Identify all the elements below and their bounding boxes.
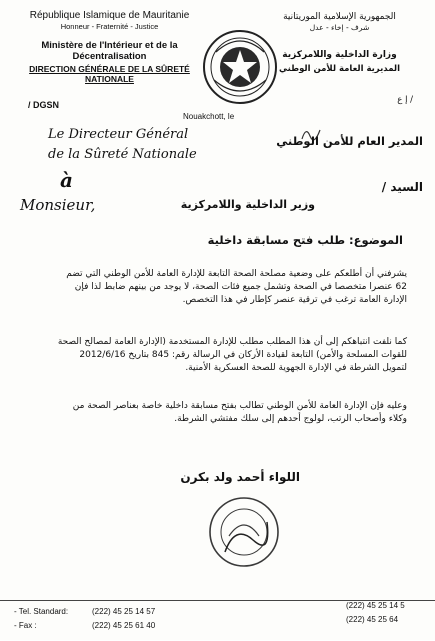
signature-name: اللواء أحمد ولد بكرن (180, 470, 300, 484)
recipient-sayyid: السيد / (381, 180, 423, 194)
sender-fr-line2: de la Sûreté Nationale (48, 147, 197, 162)
motto-ar: شرف - إخاء - عدل (309, 23, 370, 32)
direction-ar: المديرية العامة للأمن الوطني (279, 64, 400, 74)
letterhead-french (22, 10, 197, 84)
body-paragraph-2: كما نلفت انتباهكم إلى أن هذا المطلب مطلب للإدارة المستخدمة (الإدارة العامة لمصالح الصحة للقوات المسلحة والأمن) التابعة لقيادة الأركان في الرسالة رقم: 845 بتاريخ 2012/6/16 لتمويل الشرطة في الإدارة الجهوية للصحة العسكرية الأمنية. (57, 337, 407, 373)
footer-tel-ar: (222) 45 25 14 5 (346, 601, 405, 610)
footer-tel-value: (222) 45 25 14 57 (92, 607, 156, 616)
footer-fax-label: - Fax : (14, 621, 37, 630)
sender-fr-line1: Le Directeur Général (48, 127, 189, 142)
official-stamp (205, 494, 283, 570)
sender-ar: المدير العام للأمن الوطني (276, 134, 423, 148)
footer-fax-value: (222) 45 25 61 40 (92, 621, 156, 630)
letter-subject: الموضوع: طلب فتح مسابقة داخلية (207, 233, 403, 247)
date-line-fr: Nouakchott, le (183, 112, 235, 121)
letter-footer (0, 600, 435, 641)
country-ar: الجمهورية الإسلامية الموريتانية (283, 12, 396, 22)
direction-fr: DIRECTION GÉNÉRALE DE LA SÛRETÉ NATIONALE (29, 64, 190, 84)
recipient-monsieur: Monsieur, (20, 196, 96, 214)
footer-fax-ar: (222) 45 25 64 (346, 615, 399, 624)
body-paragraph-1: يشرفني أن أطلعكم على وضعية مصلحة الصحة التابعة للإدارة العامة للأمن الوطني التي تضم 62 عنصرا متخصصا في الصحة وتشمل جميع فئات الصحة، لا يوجد من بينهم ضابط لذا فإن الإدارة العامة ترغب في ترقية عنصر كإطار في هذا التخصص. (66, 269, 407, 305)
ministry-ar: وزارة الداخلية واللامركزية (282, 50, 397, 60)
motto-fr: Honneur - Fraternité - Justice (60, 22, 159, 31)
sender-fr (48, 125, 197, 165)
footer-tel-label: - Tel. Standard: (14, 607, 69, 616)
ministry-fr: Ministère de l'Intérieur et de la Décentralisation (41, 40, 178, 62)
body-paragraph-3: وعليه فإن الإدارة العامة للأمن الوطني تطالب بفتح مسابقة داخلية خاصة بعناصر الصحة من وكلاء وأصحاب الرتب، لولوج أحدهم إلى سلك مفتشي الشرطة. (72, 401, 407, 424)
reference-number-ar: / إ ع (397, 95, 413, 105)
reference-number-fr: / DGSN (28, 100, 60, 110)
country-fr: République Islamique de Mauritanie (29, 10, 190, 21)
recipient-a: à (60, 168, 73, 192)
police-emblem-seal (200, 28, 280, 106)
recipient-minister-ar: وزير الداخلية واللامركزية (180, 198, 315, 211)
